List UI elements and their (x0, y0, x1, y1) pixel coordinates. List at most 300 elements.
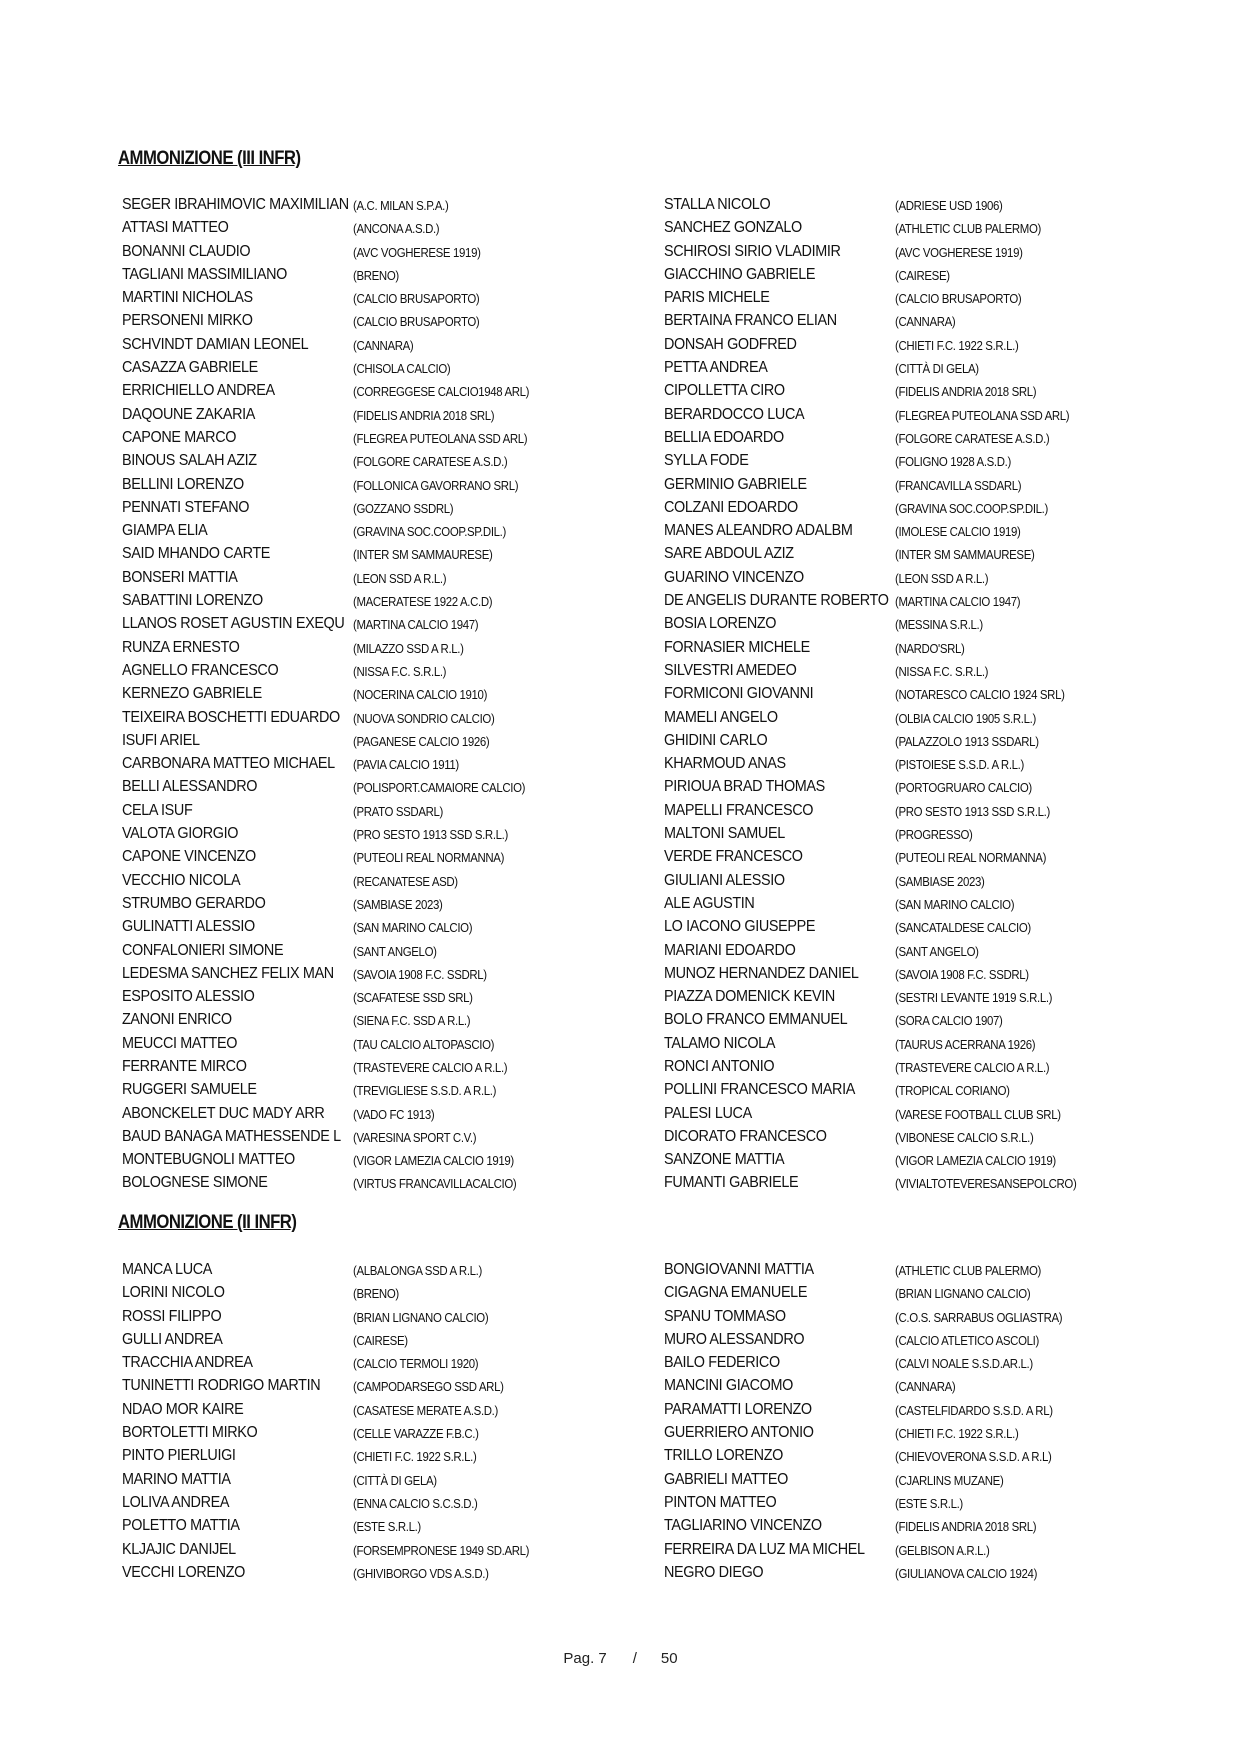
club-name: (VARESE FOOTBALL CLUB SRL) (895, 1106, 1061, 1122)
player-name: SILVESTRI AMEDEO (664, 661, 797, 679)
player-name: RUNZA ERNESTO (122, 638, 240, 656)
player-name: MURO ALESSANDRO (664, 1330, 805, 1348)
club-name: (ALBALONGA SSD A R.L.) (353, 1263, 482, 1278)
player-name: SPANU TOMMASO (664, 1307, 786, 1325)
club-name: (SORA CALCIO 1907) (895, 1013, 1003, 1029)
player-name: BAILO FEDERICO (664, 1354, 780, 1372)
player-name: FERREIRA DA LUZ MA MICHEL (664, 1540, 865, 1558)
list-item (664, 845, 1184, 868)
club-name: (VIGOR LAMEZIA CALCIO 1919) (895, 1153, 1056, 1169)
player-name: SAID MHANDO CARTE (122, 545, 271, 563)
list-item (664, 1148, 1184, 1171)
club-name: (IMOLESE CALCIO 1919) (895, 524, 1021, 540)
club-name: (GOZZANO SSDRL) (353, 500, 454, 516)
list-item (122, 752, 642, 775)
list-item (664, 333, 1184, 356)
club-name: (NUOVA SONDRIO CALCIO) (353, 710, 495, 726)
list-item (664, 356, 1184, 379)
list-item (664, 659, 1184, 682)
club-name: (SANT ANGELO) (895, 943, 979, 959)
player-name: MARINO MATTIA (122, 1470, 231, 1488)
list-item (664, 1008, 1184, 1031)
club-name: (TREVIGLIESE S.S.D. A R.L.) (353, 1083, 497, 1099)
list-item (122, 1102, 642, 1125)
player-name: MAPELLI FRANCESCO (664, 801, 814, 819)
player-name: LEDESMA SANCHEZ FELIX MAN (122, 964, 334, 982)
list-item (664, 799, 1184, 822)
club-name: (OLBIA CALCIO 1905 S.R.L.) (895, 710, 1036, 726)
list-item (122, 659, 642, 682)
list-item (122, 449, 642, 472)
club-name: (TAU CALCIO ALTOPASCIO) (353, 1036, 495, 1052)
list-item (122, 216, 642, 239)
player-name: GIAMPA ELIA (122, 522, 208, 540)
club-name: (BRIAN LIGNANO CALCIO) (895, 1286, 1031, 1302)
player-name: MANCA LUCA (122, 1261, 213, 1278)
player-name: PALESI LUCA (664, 1104, 752, 1122)
club-name: (SAMBIASE 2023) (353, 896, 443, 912)
club-name: (FOLGORE CARATESE A.S.D.) (895, 430, 1050, 446)
club-name: (SESTRI LEVANTE 1919 S.R.L.) (895, 990, 1053, 1006)
list-item (122, 1351, 642, 1374)
club-name: (PALAZZOLO 1913 SSDARL) (895, 733, 1039, 749)
club-name: (CHIEVOVERONA S.S.D. A R.L) (895, 1449, 1052, 1465)
club-name: (BRENO) (353, 267, 399, 283)
club-name: (NOTARESCO CALCIO 1924 SRL) (895, 687, 1065, 703)
club-name: (SAN MARINO CALCIO) (353, 920, 473, 936)
club-name: (CELLE VARAZZE F.B.C.) (353, 1426, 479, 1442)
club-name: (TRASTEVERE CALCIO A R.L.) (353, 1059, 508, 1075)
list-item (122, 822, 642, 845)
club-name: (ESTE S.R.L.) (895, 1495, 963, 1511)
list-item (122, 869, 642, 892)
list-item (664, 1421, 1184, 1444)
page-separator: / (632, 1650, 637, 1667)
club-name: (AVC VOGHERESE 1919) (353, 244, 481, 260)
player-name: CAPONE VINCENZO (122, 848, 256, 866)
list-item (664, 240, 1184, 263)
list-item (664, 775, 1184, 798)
player-name: GABRIELI MATTEO (664, 1470, 788, 1488)
player-name: MARIANI EDOARDO (664, 941, 796, 959)
player-name: ESPOSITO ALESSIO (122, 988, 255, 1006)
player-name: SANZONE MATTIA (664, 1151, 785, 1169)
list-item (664, 706, 1184, 729)
list-item (664, 286, 1184, 309)
player-name: MUNOZ HERNANDEZ DANIEL (664, 964, 859, 982)
list-item (664, 939, 1184, 962)
list-item (122, 915, 642, 938)
list-item (664, 869, 1184, 892)
player-name: ALE AGUSTIN (664, 894, 755, 912)
player-name: CIPOLLETTA CIRO (664, 382, 785, 400)
player-name: BELLINI LORENZO (122, 475, 244, 493)
club-name: (TRASTEVERE CALCIO A R.L.) (895, 1059, 1050, 1075)
club-name: (NARDO'SRL) (895, 640, 965, 656)
list-item (664, 1125, 1184, 1148)
player-name: PARIS MICHELE (664, 289, 770, 307)
list-item (664, 752, 1184, 775)
player-name: BOLOGNESE SIMONE (122, 1174, 268, 1192)
list-item (664, 216, 1184, 239)
club-name: (FOLLONICA GAVORRANO SRL) (353, 477, 519, 493)
player-name: SARE ABDOUL AZIZ (664, 545, 794, 563)
player-name: BINOUS SALAH AZIZ (122, 452, 257, 470)
player-name: PIRIOUA BRAD THOMAS (664, 778, 825, 796)
club-name: (LEON SSD A R.L.) (353, 570, 447, 586)
player-name: ATTASI MATTEO (122, 219, 229, 237)
list-item (122, 193, 642, 216)
club-name: (ESTE S.R.L.) (353, 1519, 421, 1535)
player-name: POLLINI FRANCESCO MARIA (664, 1081, 855, 1099)
club-name: (ANCONA A.S.D.) (353, 221, 440, 237)
list-item (664, 729, 1184, 752)
club-name: (FORSEMPRONESE 1949 SD.ARL) (353, 1542, 530, 1558)
club-name: (PISTOIESE S.S.D. A R.L.) (895, 757, 1024, 773)
list-item (664, 1055, 1184, 1078)
player-name: MALTONI SAMUEL (664, 825, 785, 843)
club-name: (CALCIO BRUSAPORTO) (353, 291, 480, 307)
club-name: (CHIETI F.C. 1922 S.R.L.) (895, 1426, 1019, 1442)
club-name: (BRENO) (353, 1286, 399, 1302)
player-name: CARBONARA MATTEO MICHAEL (122, 755, 335, 773)
list-item (664, 1102, 1184, 1125)
player-name: POLETTO MATTIA (122, 1517, 240, 1535)
list-item (122, 1055, 642, 1078)
club-name: (CAIRESE) (895, 267, 950, 283)
club-name: (GRAVINA SOC.COOP.SP.DIL.) (353, 524, 506, 540)
club-name: (ATHLETIC CLUB PALERMO) (895, 1263, 1041, 1278)
player-name: TAGLIANI MASSIMILIANO (122, 265, 288, 283)
list-item (664, 193, 1184, 216)
list-item (122, 286, 642, 309)
list-item (664, 519, 1184, 542)
list-iii-infr-right (664, 193, 1184, 1195)
list-item (664, 589, 1184, 612)
list-item (122, 1171, 642, 1194)
list-item (122, 519, 642, 542)
club-name: (CANNARA) (895, 314, 956, 330)
player-name: TAGLIARINO VINCENZO (664, 1517, 822, 1535)
list-item (664, 1171, 1184, 1194)
player-name: BERTAINA FRANCO ELIAN (664, 312, 837, 330)
list-item (122, 612, 642, 635)
player-name: DE ANGELIS DURANTE ROBERTO (664, 592, 889, 610)
page-footer (0, 1650, 1241, 1667)
club-name: (CALCIO BRUSAPORTO) (895, 291, 1022, 307)
list-item (122, 1444, 642, 1467)
club-name: (PRO SESTO 1913 SSD S.R.L.) (353, 827, 508, 843)
club-name: (A.C. MILAN S.P.A.) (353, 198, 449, 213)
player-name: SANCHEZ GONZALO (664, 219, 802, 237)
club-name: (PUTEOLI REAL NORMANNA) (895, 850, 1047, 866)
list-item (664, 682, 1184, 705)
club-name: (ENNA CALCIO S.C.S.D.) (353, 1495, 478, 1511)
club-name: (FOLIGNO 1928 A.S.D.) (895, 454, 1011, 470)
player-name: MANCINI GIACOMO (664, 1377, 794, 1395)
club-name: (GHIVIBORGO VDS A.S.D.) (353, 1565, 489, 1581)
list-iii-infr-left (122, 193, 642, 1195)
list-item (122, 985, 642, 1008)
club-name: (SANCATALDESE CALCIO) (895, 920, 1031, 936)
list-item (664, 1538, 1184, 1561)
list-item (664, 263, 1184, 286)
list-item (122, 1561, 642, 1584)
player-name: BAUD BANAGA MATHESSENDE L (122, 1127, 341, 1145)
player-name: PERSONENI MIRKO (122, 312, 253, 330)
player-name: CAPONE MARCO (122, 428, 237, 446)
club-name: (LEON SSD A R.L.) (895, 570, 989, 586)
player-name: MANES ALEANDRO ADALBM (664, 522, 853, 540)
list-item (664, 1258, 1184, 1281)
club-name: (SAN MARINO CALCIO) (895, 896, 1015, 912)
list-item (122, 496, 642, 519)
player-name: FORMICONI GIOVANNI (664, 685, 814, 703)
section-title-iii-infr: AMMONIZIONE (III INFR) (118, 148, 301, 169)
page-number-label: Pag. 7 (563, 1650, 607, 1667)
player-name: BELLI ALESSANDRO (122, 778, 258, 796)
list-item (122, 1305, 642, 1328)
list-item (122, 682, 642, 705)
club-name: (CASTELFIDARDO S.S.D. A RL) (895, 1402, 1053, 1418)
list-item (122, 775, 642, 798)
club-name: (MARTINA CALCIO 1947) (353, 617, 479, 633)
player-name: BORTOLETTI MIRKO (122, 1424, 258, 1442)
list-item (664, 1514, 1184, 1537)
list-item (122, 1538, 642, 1561)
player-name: VECCHI LORENZO (122, 1563, 245, 1581)
player-name: SEGER IBRAHIMOVIC MAXIMILIAN (122, 196, 349, 213)
player-name: STRUMBO GERARDO (122, 894, 266, 912)
list-item (122, 473, 642, 496)
player-name: PETTA ANDREA (664, 359, 768, 377)
player-name: FERRANTE MIRCO (122, 1057, 247, 1075)
club-name: (SAMBIASE 2023) (895, 873, 985, 889)
player-name: DICORATO FRANCESCO (664, 1127, 827, 1145)
player-name: LO IACONO GIUSEPPE (664, 918, 816, 936)
list-item (664, 1281, 1184, 1304)
player-name: PARAMATTI LORENZO (664, 1400, 812, 1418)
player-name: TUNINETTI RODRIGO MARTIN (122, 1377, 321, 1395)
list-item (122, 939, 642, 962)
list-item (664, 822, 1184, 845)
club-name: (GELBISON A.R.L.) (895, 1542, 990, 1558)
club-name: (PORTOGRUARO CALCIO) (895, 780, 1032, 796)
club-name: (FIDELIS ANDRIA 2018 SRL) (895, 384, 1037, 400)
player-name: TALAMO NICOLA (664, 1034, 776, 1052)
club-name: (FOLGORE CARATESE A.S.D.) (353, 454, 508, 470)
player-name: ZANONI ENRICO (122, 1011, 232, 1029)
club-name: (NISSA F.C. S.R.L.) (353, 663, 447, 679)
player-name: CIGAGNA EMANUELE (664, 1284, 808, 1302)
list-item (664, 426, 1184, 449)
list-item (122, 1374, 642, 1397)
list-item (122, 1421, 642, 1444)
player-name: FUMANTI GABRIELE (664, 1174, 799, 1192)
player-name: SYLLA FODE (664, 452, 749, 470)
player-name: ROSSI FILIPPO (122, 1307, 222, 1325)
player-name: GUARINO VINCENZO (664, 568, 804, 586)
club-name: (CALCIO TERMOLI 1920) (353, 1356, 479, 1372)
player-name: KHARMOUD ANAS (664, 755, 786, 773)
page-total: 50 (660, 1650, 678, 1667)
club-name: (VIBONESE CALCIO S.R.L.) (895, 1129, 1034, 1145)
club-name: (CALCIO ATLETICO ASCOLI) (895, 1332, 1039, 1348)
list-item (664, 1468, 1184, 1491)
player-name: TRILLO LORENZO (664, 1447, 783, 1465)
club-name: (POLISPORT.CAMAIORE CALCIO) (353, 780, 526, 796)
player-name: BONSERI MATTIA (122, 568, 238, 586)
list-item (122, 379, 642, 402)
list-item (122, 845, 642, 868)
list-item (664, 542, 1184, 565)
player-name: VERDE FRANCESCO (664, 848, 803, 866)
player-name: GULLI ANDREA (122, 1330, 223, 1348)
list-item (122, 706, 642, 729)
list-item (122, 589, 642, 612)
player-name: MARTINI NICHOLAS (122, 289, 253, 307)
player-name: ABONCKELET DUC MADY ARR (122, 1104, 325, 1122)
player-name: LORINI NICOLO (122, 1284, 225, 1302)
player-name: NEGRO DIEGO (664, 1563, 764, 1581)
player-name: LOLIVA ANDREA (122, 1493, 230, 1511)
club-name: (SAVOIA 1908 F.C. SSDRL) (895, 966, 1029, 982)
list-item (664, 962, 1184, 985)
list-item (122, 309, 642, 332)
player-name: ERRICHIELLO ANDREA (122, 382, 275, 400)
player-name: CASAZZA GABRIELE (122, 359, 258, 377)
list-item (664, 985, 1184, 1008)
list-item (122, 1398, 642, 1421)
player-name: MAMELI ANGELO (664, 708, 778, 726)
list-item (122, 356, 642, 379)
list-item (122, 403, 642, 426)
player-name: GIULIANI ALESSIO (664, 871, 785, 889)
club-name: (CJARLINS MUZANE) (895, 1472, 1004, 1488)
club-name: (GIULIANOVA CALCIO 1924) (895, 1565, 1038, 1581)
club-name: (PUTEOLI REAL NORMANNA) (353, 850, 505, 866)
player-name: BELLIA EDOARDO (664, 428, 784, 446)
player-name: KLJAJIC DANIJEL (122, 1540, 236, 1558)
player-name: BERARDOCCO LUCA (664, 405, 805, 423)
club-name: (INTER SM SAMMAURESE) (895, 547, 1035, 563)
club-name: (PRO SESTO 1913 SSD S.R.L.) (895, 803, 1050, 819)
player-name: BOLO FRANCO EMMANUEL (664, 1011, 848, 1029)
list-item (664, 449, 1184, 472)
list-item (664, 892, 1184, 915)
club-name: (CASATESE MERATE A.S.D.) (353, 1402, 498, 1418)
list-item (664, 1351, 1184, 1374)
list-item (122, 729, 642, 752)
player-name: RUGGERI SAMUELE (122, 1081, 257, 1099)
list-item (664, 1398, 1184, 1421)
list-item (664, 1374, 1184, 1397)
player-name: DAQOUNE ZAKARIA (122, 405, 256, 423)
club-name: (NISSA F.C. S.R.L.) (895, 663, 989, 679)
player-name: BOSIA LORENZO (664, 615, 777, 633)
list-item (122, 426, 642, 449)
list-ii-infr-left (122, 1258, 642, 1584)
player-name: SCHVINDT DAMIAN LEONEL (122, 335, 309, 353)
club-name: (CHIETI F.C. 1922 S.R.L.) (895, 337, 1019, 353)
player-name: GUERRIERO ANTONIO (664, 1424, 814, 1442)
club-name: (SCAFATESE SSD SRL) (353, 990, 473, 1006)
player-name: GIACCHINO GABRIELE (664, 265, 816, 283)
club-name: (MILAZZO SSD A R.L.) (353, 640, 464, 656)
club-name: (SAVOIA 1908 F.C. SSDRL) (353, 966, 487, 982)
club-name: (C.O.S. SARRABUS OGLIASTRA) (895, 1309, 1063, 1325)
club-name: (CAMPODARSEGO SSD ARL) (353, 1379, 504, 1395)
player-name: SCHIROSI SIRIO VLADIMIR (664, 242, 841, 260)
club-name: (PROGRESSO) (895, 827, 973, 843)
player-name: PIAZZA DOMENICK KEVIN (664, 988, 835, 1006)
player-name: LLANOS ROSET AGUSTIN EXEQU (122, 615, 345, 633)
list-item (122, 1008, 642, 1031)
player-name: RONCI ANTONIO (664, 1057, 775, 1075)
list-item (122, 1032, 642, 1055)
club-name: (ATHLETIC CLUB PALERMO) (895, 221, 1041, 237)
club-name: (CANNARA) (895, 1379, 956, 1395)
list-item (664, 1078, 1184, 1101)
club-name: (VADO FC 1913) (353, 1106, 435, 1122)
list-item (664, 309, 1184, 332)
club-name: (MACERATESE 1922 A.C.D) (353, 594, 493, 610)
list-item (664, 1561, 1184, 1584)
player-name: MEUCCI MATTEO (122, 1034, 238, 1052)
player-name: CONFALONIERI SIMONE (122, 941, 284, 959)
list-item (664, 1032, 1184, 1055)
club-name: (CAIRESE) (353, 1332, 408, 1348)
list-item (122, 1281, 642, 1304)
list-item (122, 1328, 642, 1351)
club-name: (PAGANESE CALCIO 1926) (353, 733, 490, 749)
club-name: (CORREGGESE CALCIO1948 ARL) (353, 384, 530, 400)
list-item (122, 542, 642, 565)
section-title-ii-infr: AMMONIZIONE (II INFR) (118, 1212, 297, 1233)
list-item (122, 240, 642, 263)
player-name: DONSAH GODFRED (664, 335, 797, 353)
list-item (664, 473, 1184, 496)
club-name: (CANNARA) (353, 337, 414, 353)
club-name: (FLEGREA PUTEOLANA SSD ARL) (353, 430, 528, 446)
player-name: BONGIOVANNI MATTIA (664, 1261, 814, 1278)
club-name: (CALCIO BRUSAPORTO) (353, 314, 480, 330)
player-name: PINTON MATTEO (664, 1493, 777, 1511)
club-name: (FIDELIS ANDRIA 2018 SRL) (895, 1519, 1037, 1535)
club-name: (CITTÀ DI GELA) (895, 361, 979, 377)
club-name: (ADRIESE USD 1906) (895, 198, 1003, 213)
player-name: STALLA NICOLO (664, 196, 771, 213)
club-name: (PRATO SSDARL) (353, 803, 444, 819)
club-name: (AVC VOGHERESE 1919) (895, 244, 1023, 260)
list-item (664, 566, 1184, 589)
player-name: CELA ISUF (122, 801, 193, 819)
player-name: NDAO MOR KAIRE (122, 1400, 244, 1418)
club-name: (TAURUS ACERRANA 1926) (895, 1036, 1036, 1052)
list-item (122, 1148, 642, 1171)
list-item (664, 1491, 1184, 1514)
club-name: (MESSINA S.R.L.) (895, 617, 983, 633)
club-name: (VIVIALTOTEVERESANSEPOLCRO) (895, 1176, 1077, 1192)
player-name: PENNATI STEFANO (122, 498, 250, 516)
list-item (664, 496, 1184, 519)
player-name: MONTEBUGNOLI MATTEO (122, 1151, 295, 1169)
club-name: (MARTINA CALCIO 1947) (895, 594, 1021, 610)
club-name: (SANT ANGELO) (353, 943, 437, 959)
club-name: (FIDELIS ANDRIA 2018 SRL) (353, 407, 495, 423)
list-item (122, 1125, 642, 1148)
player-name: PINTO PIERLUIGI (122, 1447, 236, 1465)
